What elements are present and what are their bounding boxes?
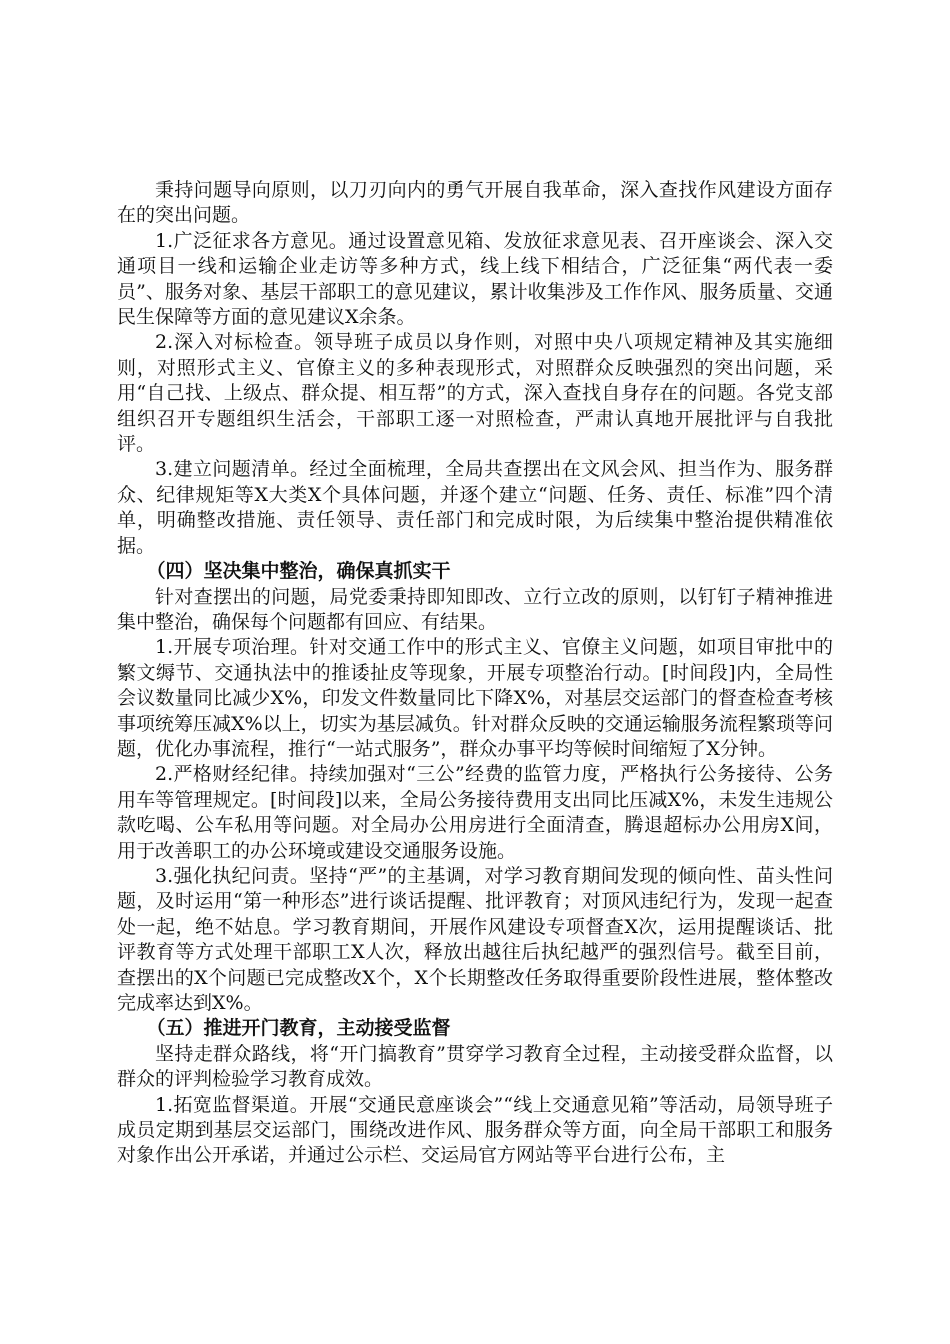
paragraph-item-2-benchmark-check: 2.深入对标检查。领导班子成员以身作则，对照中央八项规定精神及其实施细则，对照形式主义、官僚主义的多种表现形式，对照群众反映强烈的突出问题，采用“自己找、上级点、群众提、相互帮”的方式，深入查找自身存在的问题。各党支部组织召开专题组织生活会，干部职工逐一对照检查，严肃认真地开展批评与自我批评。 (117, 331, 833, 456)
paragraph-section-4-intro: 针对查摆出的问题，局党委秉持即知即改、立行立改的原则，以钉钉子精神推进集中整治，确保每个问题都有回应、有结果。 (117, 585, 833, 633)
document-body (117, 178, 833, 1169)
paragraph-item-1-solicit-opinions: 1.广泛征求各方意见。通过设置意见箱、发放征求意见表、召开座谈会、深入交通项目一线和运输企业走访等多种方式，线上线下相结合，广泛征集“两代表一委员”、服务对象、基层干部职工的意见建议，累计收集涉及工作作风、服务质量、交通民生保障等方面的意见建议X余条。 (117, 229, 833, 329)
paragraph-item-1-special-governance: 1.开展专项治理。针对交通工作中的形式主义、官僚主义问题，如项目审批中的繁文缛节、交通执法中的推诿扯皮等现象，开展专项整治行动。[时间段]内，全局性会议数量同比减少X%，印发文件数量同比下降X%，对基层交运部门的督查检查考核事项统筹压减X%以上，切实为基层减负。针对群众反映的交通运输服务流程繁琐等问题，优化办事流程，推行“一站式服务”，群众办事平均等候时间缩短了X分钟。 (117, 636, 833, 760)
paragraph-item-2-financial-discipline: 2.严格财经纪律。持续加强对“三公”经费的监管力度，严格执行公务接待、公务用车等管理规定。[时间段]以来，全局公务接待费用支出同比压减X%，未发生违规公款吃喝、公车私用等问题。对全局办公用房进行全面清查，腾退超标办公用房X间，用于改善职工的办公环境或建设交通服务设施。 (117, 763, 833, 862)
paragraph-item-3-problem-list: 3.建立问题清单。经过全面梳理，全局共查摆出在文风会风、担当作为、服务群众、纪律规矩等X大类X个具体问题，并逐个建立“问题、任务、责任、标准”四个清单，明确整改措施、责任领导、责任部门和完成时限，为后续集中整治提供精准依据。 (117, 458, 833, 557)
paragraph-section-5-intro: 坚持走群众路线，将“开门搞教育”贯穿学习教育全过程，主动接受群众监督，以群众的评判检验学习教育成效。 (117, 1042, 833, 1091)
section-heading-5: （五）推进开门教育，主动接受监督 (146, 1017, 451, 1040)
paragraph-intro: 秉持问题导向原则，以刀刃向内的勇气开展自我革命，深入查找作风建设方面存在的突出问题。 (117, 179, 833, 227)
section-heading-4: （四）坚决集中整治，确保真抓实干 (146, 560, 451, 583)
paragraph-item-1-supervision-channels: 1.拓宽监督渠道。开展“交通民意座谈会”“线上交通意见箱”等活动，局领导班子成员定期到基层交运部门，围绕改进作风、服务群众等方面，向全局干部职工和服务对象作出公开承诺，并通过公示栏、交运局官方网站等平台进行公布，主 (117, 1093, 833, 1167)
paragraph-item-3-accountability: 3.强化执纪问责。坚持“严”的主基调，对学习教育期间发现的倾向性、苗头性问题，及时运用“第一种形态”进行谈话提醒、批评教育；对顶风违纪行为，发现一起查处一起，绝不姑息。学习教育期间，开展作风建设专项督查X次，运用提醒谈话、批评教育等方式处理干部职工X人次，释放出越往后执纪越严的强烈信号。截至目前，查摆出的X个问题已完成整改X个，X个长期整改任务取得重要阶段性进展，整体整改完成率达到X%。 (117, 864, 833, 1014)
